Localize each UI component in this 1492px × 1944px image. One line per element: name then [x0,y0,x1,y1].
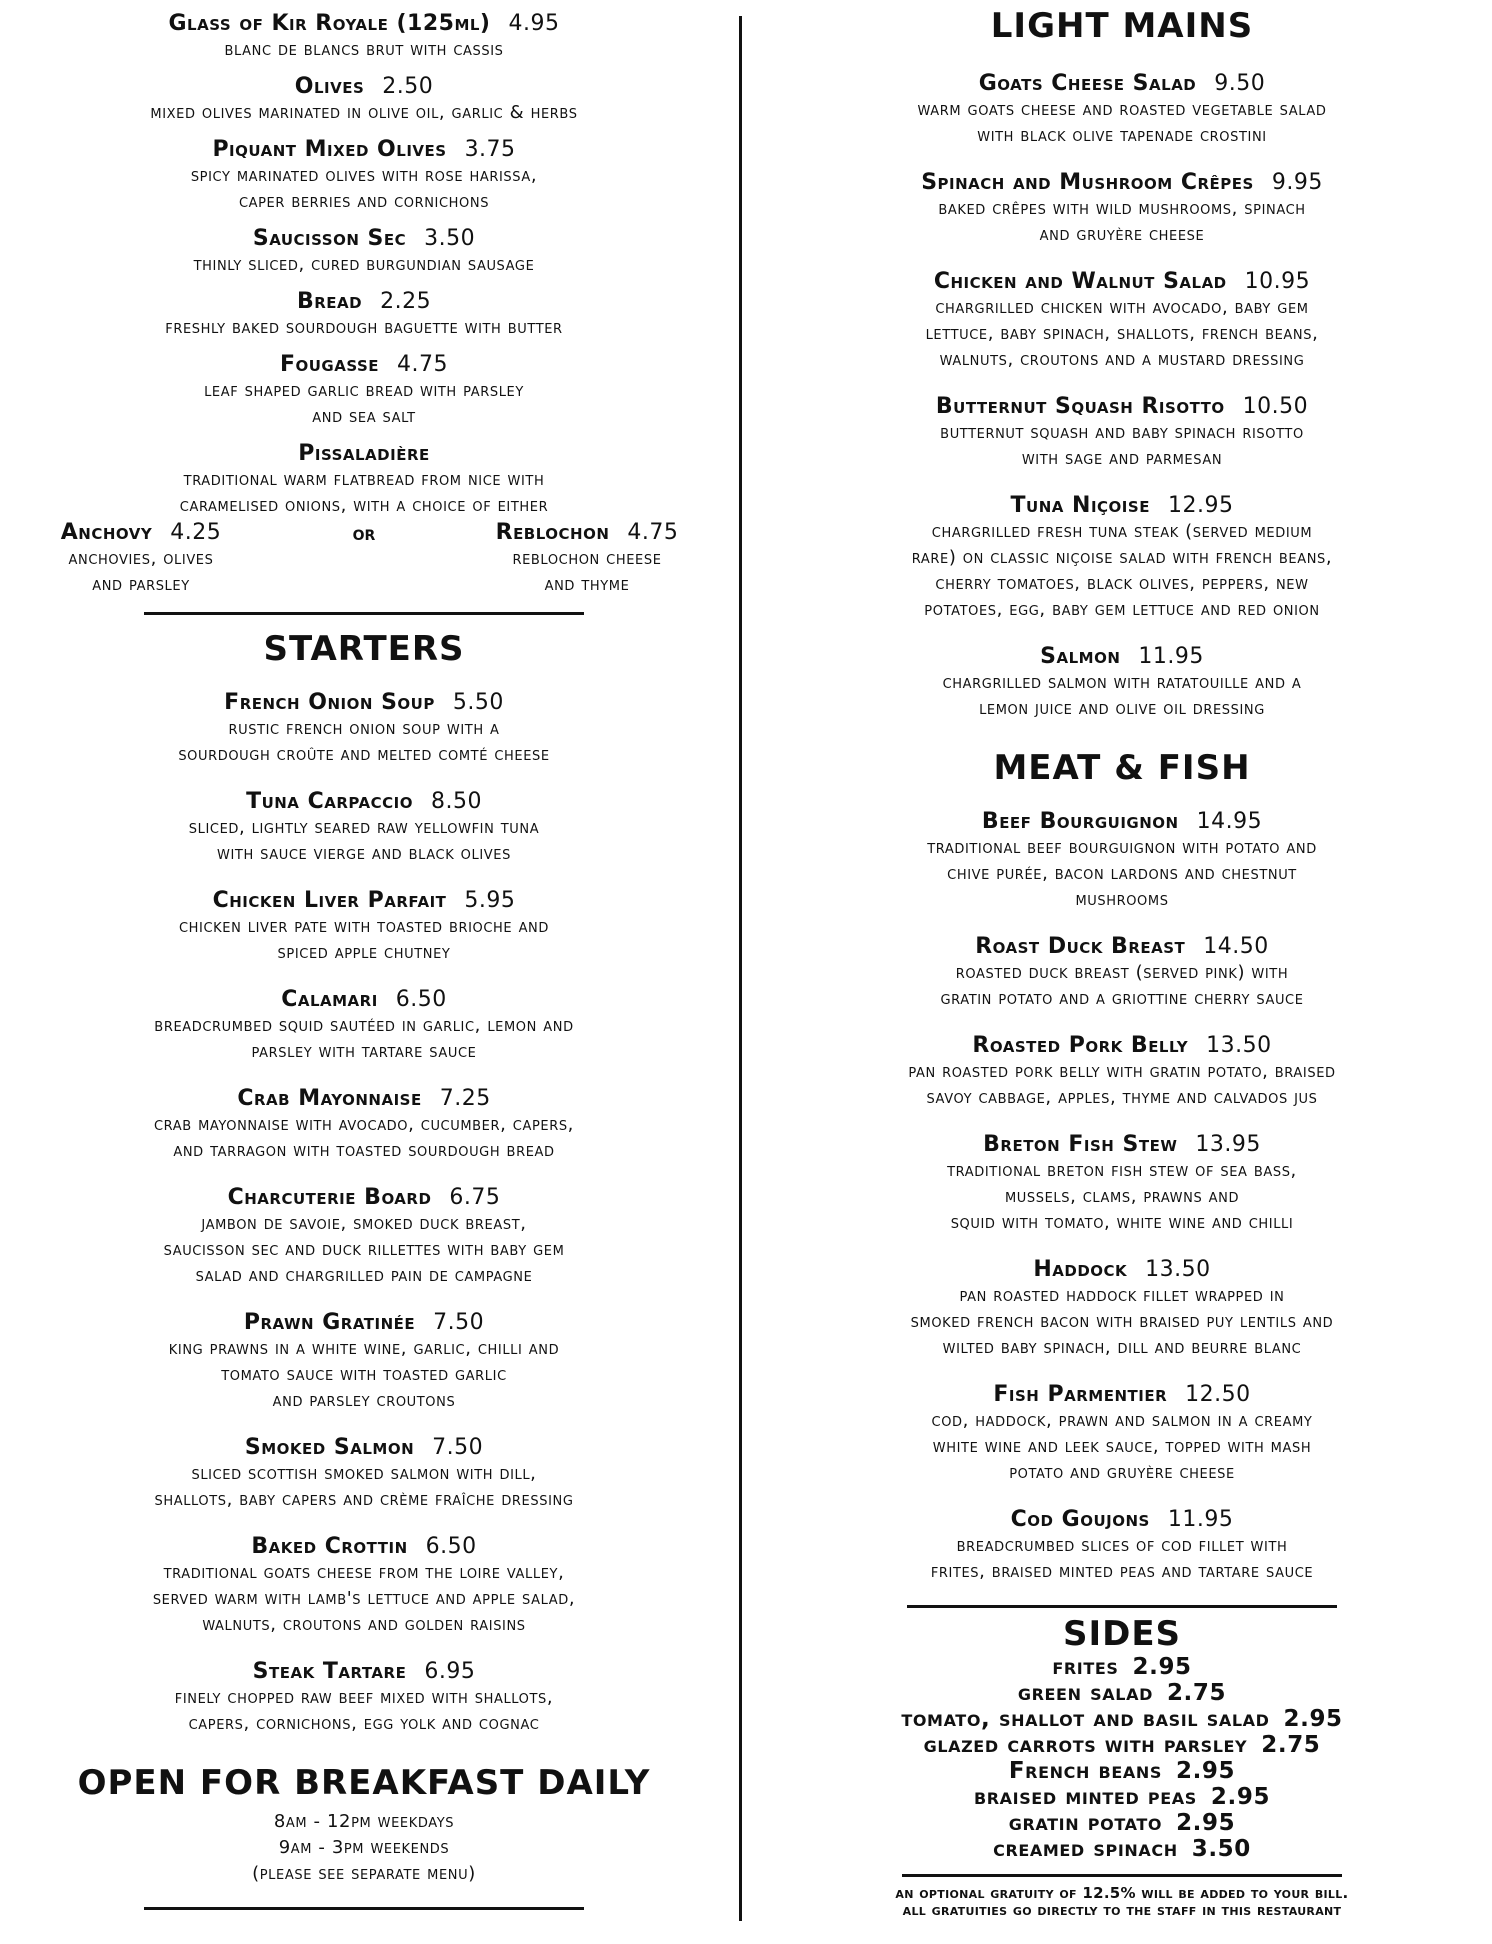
item-description: traditional breton fish stew of sea bass, [947,1160,1297,1181]
item-price: 7.25 [439,1086,491,1111]
menu-item [0,10,728,63]
side-price: 2.75 [1261,1732,1321,1758]
item-name: Butternut Squash Risotto [935,394,1225,419]
item-price: 13.50 [1145,1257,1211,1282]
item-description: sliced, lightly seared raw yellowfin tuna [188,817,540,838]
item-description: smoked french bacon with braised puy lentils and [910,1311,1334,1332]
item-name: Prawn Gratinée [243,1310,416,1335]
item-description: with black olive tapenade crostini [977,125,1267,146]
menu-item [0,887,728,966]
item-description: with sage and parmesan [1021,448,1223,469]
side-item [752,1836,1492,1862]
item-description: rustic french onion soup with a [228,718,500,739]
item-name-line [752,169,1492,196]
item-description: thinly sliced, cured burgundian sausage [193,254,535,275]
side-name: green salad [1017,1680,1153,1706]
item-description: potatoes, egg, baby gem lettuce and red onion [924,599,1320,620]
bottom-rule [144,1907,584,1910]
item-name: Tuna Carpaccio [246,789,413,814]
item-description: and parsley croutons [272,1390,456,1411]
item-description: finely chopped raw beef mixed with shallots, [174,1687,554,1708]
item-name: Crab Mayonnaise [237,1086,422,1111]
item-description: walnuts, croutons and a mustard dressing [939,349,1305,370]
item-name: Saucisson Sec [252,226,407,251]
menu-item [0,788,728,867]
item-description: traditional beef bourguignon with potato and [927,837,1317,858]
option-price: 4.75 [627,520,679,545]
item-name: Salmon [1040,644,1121,669]
option-name-line [452,519,722,546]
item-price: 2.50 [382,74,434,99]
side-price: 2.95 [1132,1654,1192,1680]
item-description: jambon de savoie, smoked duck breast, [201,1213,527,1234]
item-name-line [0,788,728,815]
item-description: roasted duck breast (served pink) with [955,962,1289,983]
menu-item [752,933,1492,1012]
menu-item [0,288,728,341]
item-name: Breton Fish Stew [983,1132,1178,1157]
item-price: 5.95 [464,888,516,913]
item-description: mushrooms [1075,889,1169,910]
menu-item [752,643,1492,722]
side-name: tomato, shallot and basil salad [901,1706,1270,1732]
item-price: 14.50 [1203,934,1269,959]
breakfast-line: 8am - 12pm weekdays [273,1811,455,1832]
item-description: caramelised onions, with a choice of either [179,495,549,516]
item-price: 6.75 [449,1185,501,1210]
item-name: Baked Crottin [251,1534,408,1559]
item-description: traditional warm flatbread from nice with [183,469,545,490]
item-price: 8.50 [430,789,482,814]
item-name: Glass of Kir Royale (125ml) [168,11,491,36]
item-description: and gruyère cheese [1039,224,1205,245]
item-description: baked crêpes with wild mushrooms, spinach [938,198,1306,219]
menu-item [0,1658,728,1737]
item-name-line [752,808,1492,835]
pissaladiere-option_b [452,519,722,598]
side-price: 2.95 [1283,1706,1343,1732]
item-name: Fish Parmentier [993,1382,1168,1407]
menu-item-pissaladiere [0,440,728,598]
menu-item [752,1506,1492,1585]
side-name: gratin potato [1008,1810,1163,1836]
breakfast-heading: OPEN FOR BREAKFAST DAILY [77,1763,651,1803]
item-description: chicken liver pate with toasted brioche and [179,916,549,937]
item-price: 10.95 [1244,269,1311,294]
item-name-line [752,492,1492,519]
item-description: walnuts, croutons and golden raisins [202,1614,526,1635]
menu-item [0,136,728,215]
item-name-line [0,887,728,914]
item-description: saucisson sec and duck rillettes with baby gem [163,1239,565,1260]
option-description: anchovies, olives [68,548,214,569]
menu-item [0,1533,728,1638]
item-name: Beef Bourguignon [981,809,1179,834]
side-item [752,1680,1492,1706]
side-name: braised minted peas [973,1784,1197,1810]
item-name-line [0,10,728,37]
side-price: 3.50 [1191,1836,1251,1862]
side-item [752,1654,1492,1680]
item-price: 4.75 [397,352,449,377]
item-name: Calamari [281,987,378,1012]
item-description: chargrilled salmon with ratatouille and a [942,672,1302,693]
item-name: Charcuterie Board [227,1185,432,1210]
item-description: gratin potato and a griottine cherry sauce [940,988,1304,1009]
menu-item [0,1184,728,1289]
item-name: Roasted Pork Belly [972,1033,1189,1058]
side-name: French beans [1008,1758,1162,1784]
item-name: Roast Duck Breast [975,934,1186,959]
item-name: Fougasse [279,352,380,377]
item-name-line [752,393,1492,420]
gratuity-note: an optional gratuity of 12.5% will be added to your bill. [895,1884,1349,1902]
option-description: reblochon cheese [512,548,662,569]
left-column [0,0,728,1910]
menu-item [0,986,728,1065]
item-name: Tuna Niçoise [1010,493,1150,518]
side-item [752,1810,1492,1836]
item-name-line [752,933,1492,960]
menu-item [752,393,1492,472]
item-description: chive purée, bacon lardons and chestnut [947,863,1297,884]
item-description: salad and chargrilled pain de campagne [195,1265,533,1286]
menu-item [752,1032,1492,1111]
item-name: Chicken Liver Parfait [212,888,447,913]
item-description: crab mayonnaise with avocado, cucumber, capers, [153,1114,575,1135]
item-name-line [752,643,1492,670]
item-name: Steak Tartare [252,1659,407,1684]
item-description: leaf shaped garlic bread with parsley [204,380,524,401]
item-description: sourdough croûte and melted comté cheese [178,744,550,765]
menu-item [0,73,728,126]
item-description: served warm with lamb's lettuce and apple salad, [152,1588,576,1609]
item-description: lettuce, baby spinach, shallots, french beans, [925,323,1319,344]
item-description: king prawns in a white wine, garlic, chilli and [168,1338,560,1359]
item-description: white wine and leek sauce, topped with mash [932,1436,1312,1457]
item-price: 7.50 [433,1310,485,1335]
side-name: frites [1052,1654,1119,1680]
sides-heading: SIDES [1062,1614,1182,1654]
column-divider [739,16,742,1921]
item-name-line [0,1309,728,1336]
item-description: and tarragon with toasted sourdough bread [173,1140,555,1161]
item-description: pan roasted pork belly with gratin potato, braised [908,1061,1336,1082]
item-description: warm goats cheese and roasted vegetable salad [917,99,1327,120]
option-description: and thyme [544,574,630,595]
item-description: caper berries and cornichons [238,191,490,212]
item-price: 6.50 [395,987,447,1012]
item-description: capers, cornichons, egg yolk and cognac [188,1713,540,1734]
item-name-line [0,225,728,252]
item-description: chargrilled chicken with avocado, baby gem [935,297,1309,318]
item-name-line [0,73,728,100]
item-price: 5.50 [452,690,504,715]
item-description: freshly baked sourdough baguette with butter [165,317,563,338]
item-name: Goats Cheese Salad [978,71,1197,96]
breakfast-line: (please see separate menu) [252,1863,476,1884]
item-price: 6.50 [425,1534,477,1559]
item-price: 2.25 [380,289,432,314]
item-description: tomato sauce with toasted garlic [221,1364,507,1385]
item-name-line [0,1434,728,1461]
item-name-line [752,70,1492,97]
item-description: squid with tomato, white wine and chilli [950,1212,1294,1233]
menu-item [752,1381,1492,1486]
right-column [752,0,1492,1919]
item-description: frites, braised minted peas and tartare sauce [930,1561,1314,1582]
item-price: 9.50 [1214,71,1266,96]
side-item [752,1706,1492,1732]
item-price: 4.95 [508,11,560,36]
item-description: pan roasted haddock fillet wrapped in [959,1285,1285,1306]
item-description: blanc de blancs brut with cassis [224,39,504,60]
item-name: Bread [296,289,363,314]
item-description: with sauce vierge and black olives [217,843,511,864]
meat-fish-heading: MEAT & FISH [993,748,1251,788]
item-name-line [0,689,728,716]
item-description: breadcrumbed squid sautéed in garlic, lemon and [154,1015,574,1036]
item-name-line [0,1533,728,1560]
breakfast-line: 9am - 3pm weekends [278,1837,450,1858]
item-description: and sea salt [312,406,416,427]
side-item [752,1758,1492,1784]
option-description: and parsley [92,574,190,595]
gratuity-note: all gratuities go directly to the staff in this restaurant [902,1901,1342,1919]
item-name-line [0,351,728,378]
item-name: Piquant Mixed Olives [212,137,447,162]
item-description: savoy cabbage, apples, thyme and calvados jus [926,1087,1318,1108]
item-price: 3.75 [464,137,516,162]
item-name-line [0,1184,728,1211]
item-name: Pissaladière [298,441,430,466]
option-name-line [6,519,276,546]
item-description: wilted baby spinach, dill and beurre blanc [942,1337,1302,1358]
item-description: traditional goats cheese from the loire valley, [163,1562,565,1583]
item-name-line [0,1658,728,1685]
item-name-line [0,1085,728,1112]
menu-item [0,1085,728,1164]
item-description: chargrilled fresh tuna steak (served medium [931,521,1313,542]
side-price: 2.95 [1176,1810,1236,1836]
item-description: lemon juice and olive oil dressing [979,698,1265,719]
menu-item [752,169,1492,248]
item-description: mussels, clams, prawns and [1004,1186,1240,1207]
side-price: 2.75 [1166,1680,1227,1706]
item-price: 11.95 [1167,1507,1234,1532]
side-price: 2.95 [1175,1758,1236,1784]
item-description: cherry tomatoes, black olives, peppers, new [935,573,1309,594]
item-price: 14.95 [1196,809,1263,834]
option-or-label: or [352,521,376,545]
item-name-line [0,986,728,1013]
option-price: 4.25 [170,520,222,545]
menu-item [0,225,728,278]
item-description: shallots, baby capers and crème fraîche dressing [154,1489,574,1510]
item-description: cod, haddock, prawn and salmon in a creamy [931,1410,1313,1431]
light-mains-heading: LIGHT MAINS [990,6,1254,46]
menu-item [752,1256,1492,1361]
menu-item [752,1131,1492,1236]
menu-item [0,1434,728,1513]
side-price: 2.95 [1210,1784,1271,1810]
item-name-line [752,1506,1492,1533]
side-name: glazed carrots with parsley [923,1732,1248,1758]
item-name-line [0,288,728,315]
item-name-line [752,1032,1492,1059]
item-price: 11.95 [1138,644,1204,669]
side-item [752,1732,1492,1758]
item-name: Cod Goujons [1010,1507,1150,1532]
side-name: creamed spinach [993,1836,1178,1862]
item-name: Olives [294,74,365,99]
item-price: 3.50 [424,226,476,251]
item-price: 7.50 [432,1435,484,1460]
menu-item [0,351,728,430]
item-name: French Onion Soup [224,690,435,715]
item-description: mixed olives marinated in olive oil, garlic & herbs [150,102,578,123]
menu-item [0,1309,728,1414]
item-price: 13.95 [1195,1132,1261,1157]
option-name: Reblochon [495,520,610,545]
item-description: butternut squash and baby spinach risotto [940,422,1304,443]
menu-item [752,808,1492,913]
item-price: 6.95 [424,1659,476,1684]
item-name-line [752,1256,1492,1283]
item-name: Smoked Salmon [244,1435,415,1460]
item-description: potato and gruyère cheese [1009,1462,1235,1483]
item-description: breadcrumbed slices of cod fillet with [956,1535,1288,1556]
item-description: sliced scottish smoked salmon with dill, [191,1463,537,1484]
item-name: Haddock [1033,1257,1128,1282]
pissaladiere-options [0,519,728,598]
side-item [752,1784,1492,1810]
item-name-line [752,1131,1492,1158]
item-price: 13.50 [1206,1033,1272,1058]
option-name: Anchovy [60,520,153,545]
item-price: 12.95 [1167,493,1234,518]
menu-item [752,492,1492,623]
menu-item [0,689,728,768]
menu-item [752,70,1492,149]
item-name-line [752,268,1492,295]
item-description: spicy marinated olives with rose harissa, [190,165,538,186]
item-price: 12.50 [1185,1382,1251,1407]
item-price: 9.95 [1271,170,1323,195]
menu-item [752,268,1492,373]
item-description: rare) on classic niçoise salad with french beans, [911,547,1333,568]
item-description: spiced apple chutney [277,942,451,963]
item-price: 10.50 [1242,394,1309,419]
starters-heading: STARTERS [263,629,465,669]
pissaladiere-option_a [6,519,276,598]
item-name-line [752,1381,1492,1408]
item-name: Chicken and Walnut Salad [933,269,1227,294]
item-name-line [0,136,728,163]
item-description: parsley with tartare sauce [251,1041,477,1062]
item-name: Spinach and Mushroom Crêpes [921,170,1254,195]
